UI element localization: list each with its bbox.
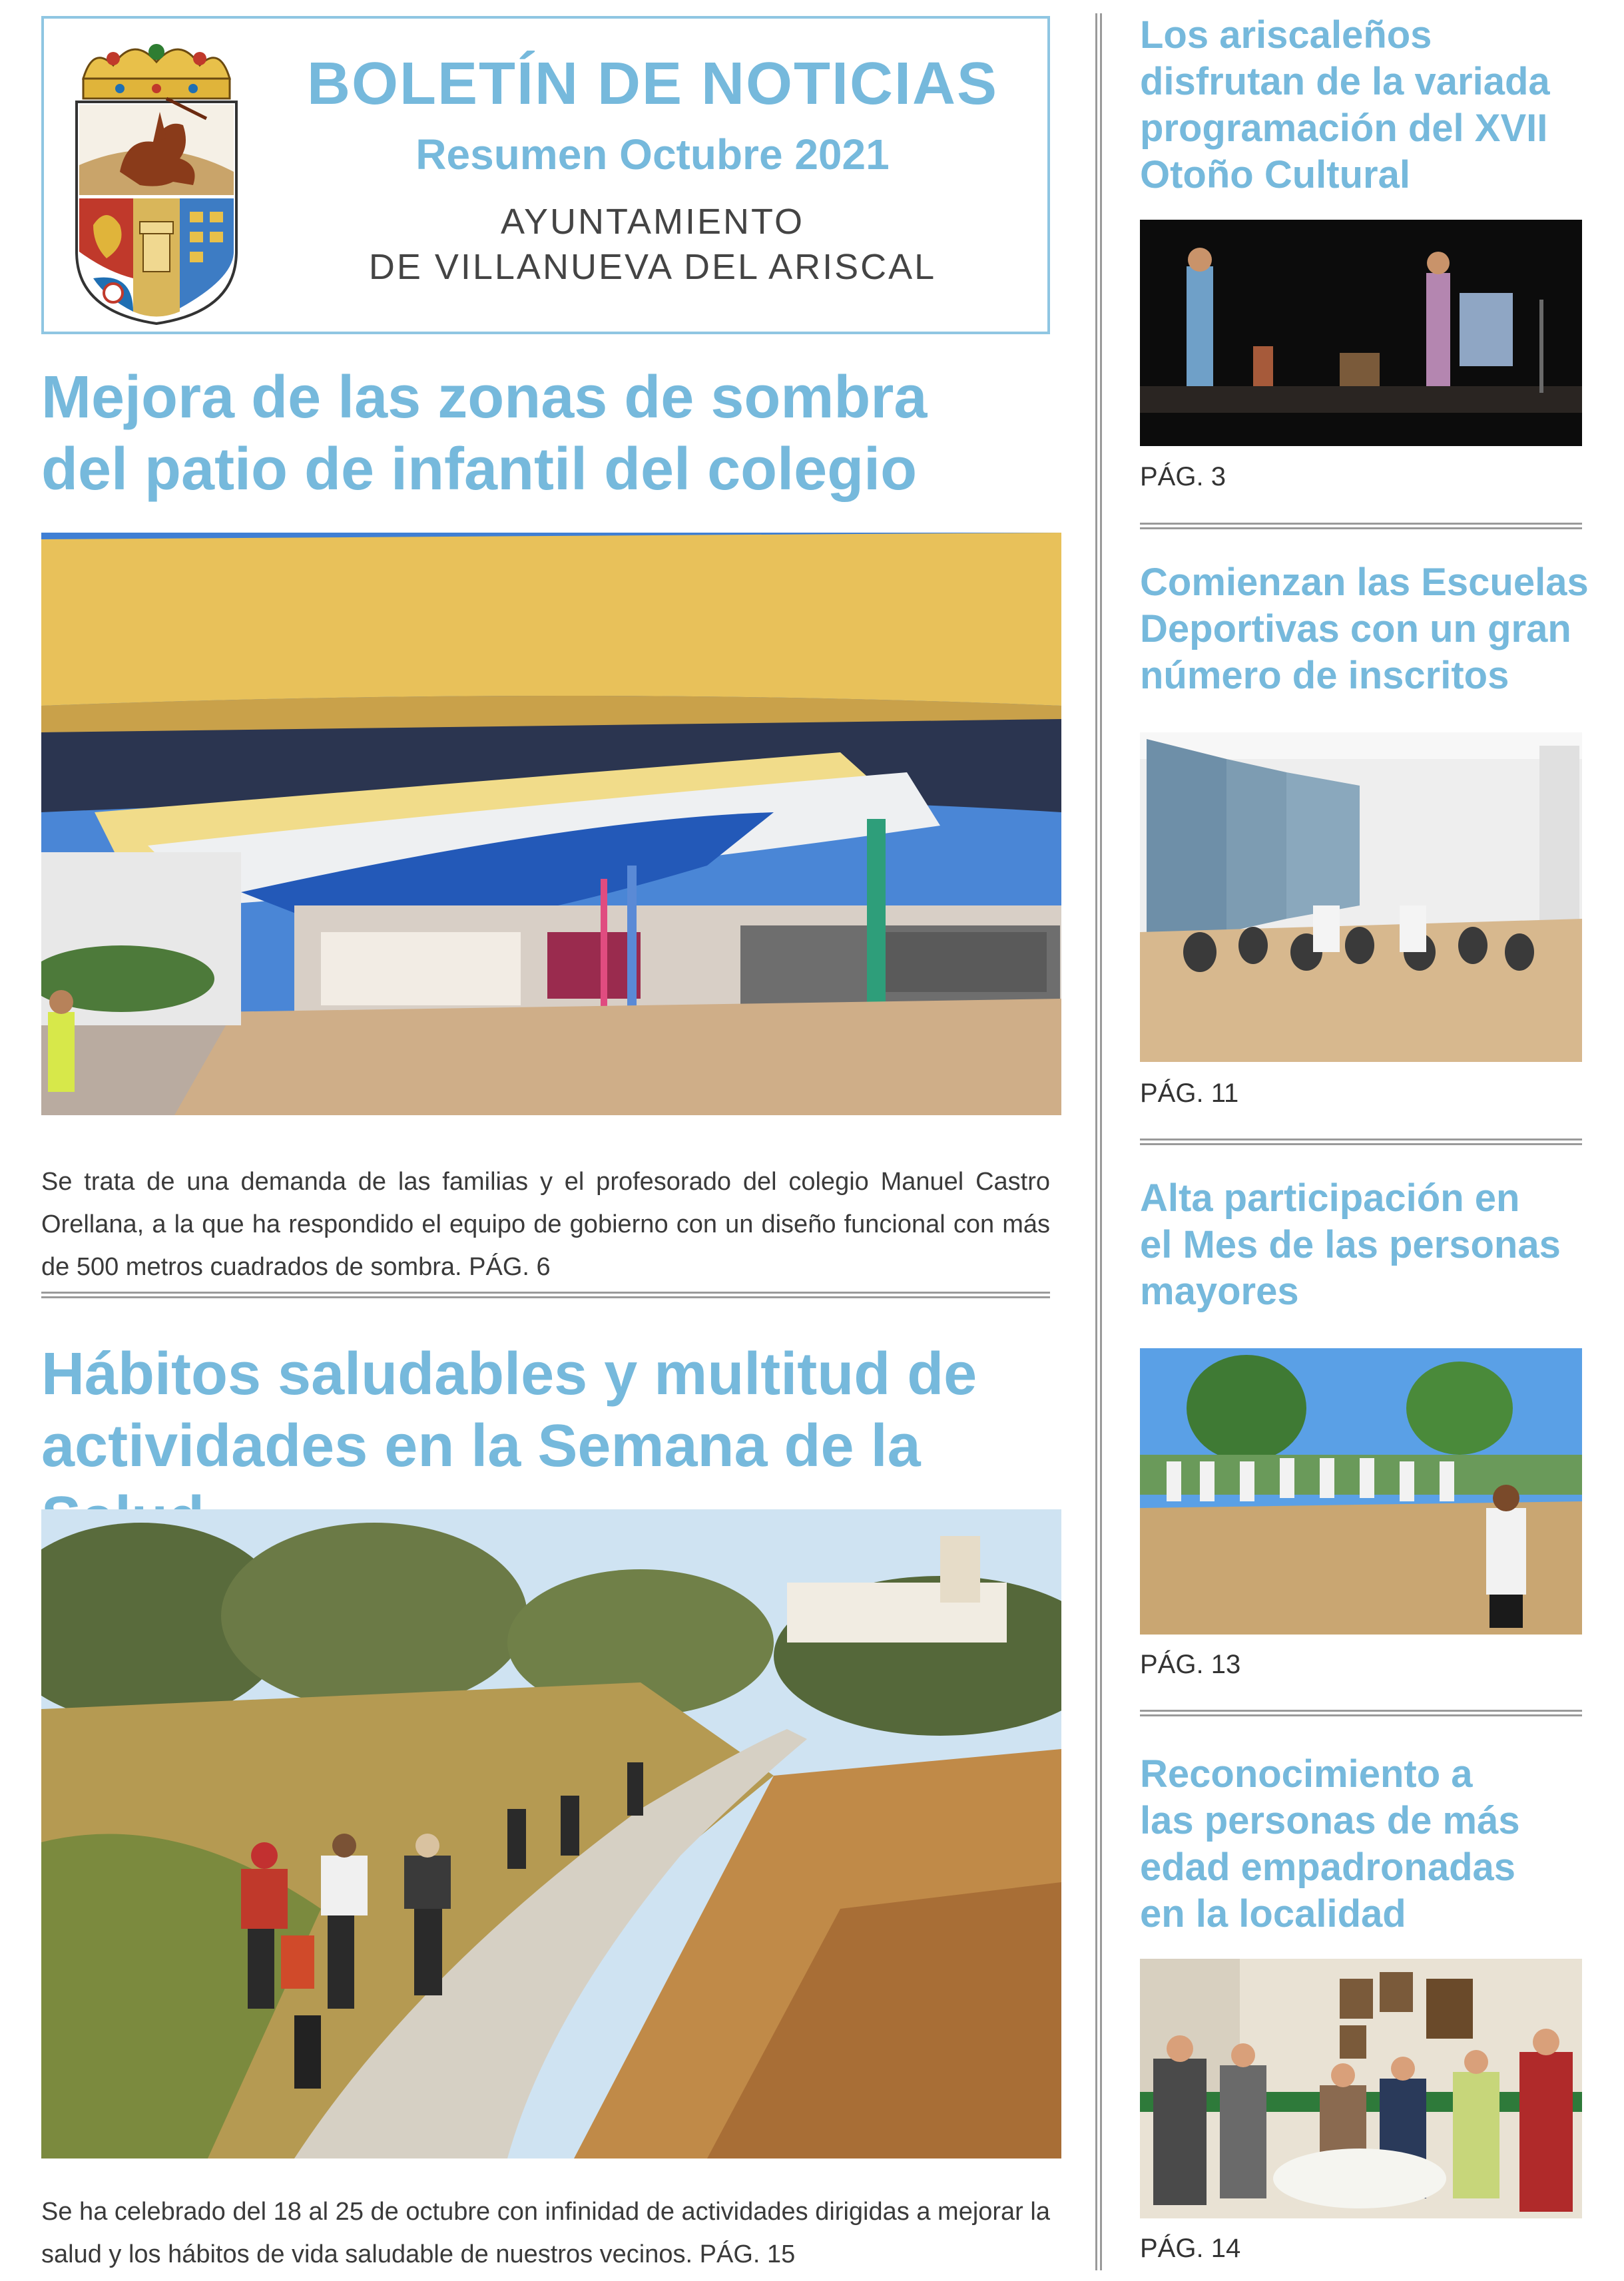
article-2-photo-walking-group [41, 1509, 1061, 2158]
sidebar-item-4-page-ref[interactable]: PÁG. 14 [1140, 2234, 1241, 2263]
sidebar-item-1-headline[interactable] [1140, 12, 1606, 198]
headline-line: las personas de más [1140, 1799, 1520, 1842]
headline-line: del patio de infantil del colegio [41, 436, 918, 503]
sidebar-item-1-page-ref[interactable]: PÁG. 3 [1140, 462, 1226, 491]
summary-text: Se ha celebrado del 18 al 25 de octubre con infinidad de actividades dirigidas a mejorar la salud y los hábitos de vida saludable de nuestros vecinos. [41, 2198, 1050, 2268]
sidebar-item-3-photo-seniors-exercise [1140, 1348, 1582, 1635]
headline-line: mayores [1140, 1270, 1299, 1313]
headline-line: Comienzan las Escuelas [1140, 561, 1589, 604]
headline-line: disfrutan de la variada [1140, 60, 1550, 103]
sidebar-item-2-page-ref[interactable]: PÁG. 11 [1140, 1079, 1239, 1108]
headline-line: Reconocimiento a [1140, 1752, 1473, 1796]
summary-text: Se trata de una demanda de las familias y el profesorado del colegio Manuel Castro Orellana, a la que ha respondido el equipo de gobierno con un diseño funcional con más de 500 metros cuadrados de sombra. [41, 1168, 1050, 1281]
page-reference[interactable]: PÁG. 6 [469, 1253, 551, 1281]
column-divider [1095, 13, 1102, 2270]
shield-icon [77, 99, 236, 324]
article-1-photo-schoolyard-shade [41, 533, 1061, 1115]
coat-of-arms-logo [67, 32, 246, 325]
sidebar-item-4-photo-elderly-recognition [1140, 1959, 1582, 2218]
article-2-summary [41, 2190, 1050, 2276]
sidebar-item-3-headline[interactable] [1140, 1175, 1606, 1315]
page-reference[interactable]: PÁG. 15 [699, 2240, 796, 2268]
headline-line: edad empadronadas [1140, 1846, 1516, 1889]
headline-line: Otoño Cultural [1140, 153, 1410, 196]
headline-line: Hábitos saludables y multitud de [41, 1341, 977, 1407]
sidebar-divider [1140, 1710, 1582, 1716]
headline-line: el Mes de las personas [1140, 1223, 1561, 1266]
headline-line: número de inscritos [1140, 654, 1509, 697]
crown-icon [83, 44, 230, 99]
sidebar-divider [1140, 1139, 1582, 1145]
sidebar-divider [1140, 523, 1582, 529]
article-1-summary [41, 1160, 1050, 1288]
sidebar-item-1-photo-theatre [1140, 220, 1582, 446]
organization-name-line-2: DE VILLANUEVA DEL ARISCAL [368, 247, 937, 287]
section-divider [41, 1292, 1050, 1298]
bulletin-title: BOLETÍN DE NOTICIAS [306, 51, 999, 117]
organization-name-line-1: AYUNTAMIENTO [500, 202, 805, 242]
headline-line: Los ariscaleños [1140, 13, 1432, 57]
sidebar-item-2-headline[interactable] [1140, 559, 1606, 699]
headline-line: actividades en la Semana de la [41, 1413, 921, 1479]
headline-line: en la localidad [1140, 1892, 1406, 1935]
sidebar-item-3-page-ref[interactable]: PÁG. 13 [1140, 1650, 1241, 1679]
sidebar-item-2-photo-sports-school [1140, 732, 1582, 1062]
article-1-headline[interactable] [41, 362, 1060, 505]
sidebar-item-4-headline[interactable] [1140, 1751, 1606, 1937]
headline-line: Deportivas con un gran [1140, 607, 1571, 650]
headline-line: programación del XVII [1140, 107, 1548, 150]
headline-line: Mejora de las zonas de sombra [41, 364, 928, 431]
headline-line: Alta participación en [1140, 1176, 1520, 1220]
bulletin-subtitle: Resumen Octubre 2021 [415, 130, 890, 178]
